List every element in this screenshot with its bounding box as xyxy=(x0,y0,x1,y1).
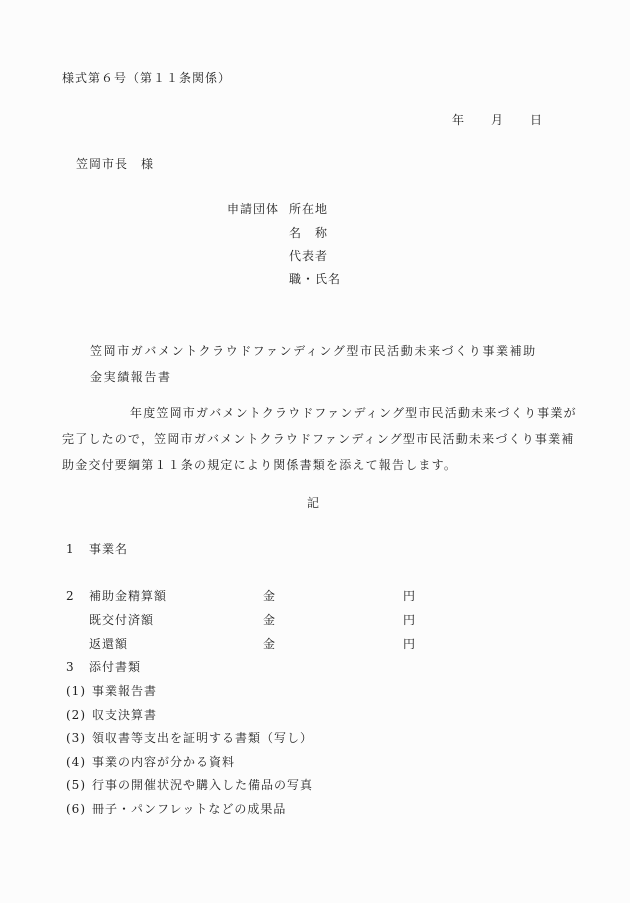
attachment-item-text: 冊子・パンフレットなどの成果品 xyxy=(92,802,287,816)
paid-amount-unit: 円 xyxy=(403,613,416,627)
applicant-representative-label: 代表者 xyxy=(289,249,329,263)
attachment-item xyxy=(66,685,157,697)
attachment-item-text: 収支決算書 xyxy=(92,708,158,722)
document-title xyxy=(90,338,560,390)
attachment-item xyxy=(66,732,313,744)
attachment-item-number: (2) xyxy=(66,708,86,722)
attachment-item xyxy=(66,803,286,815)
amount-row-paid xyxy=(0,614,630,630)
refund-amount-unit: 円 xyxy=(403,637,416,651)
body-line3: 助金交付要綱第１１条の規定により関係書類を添えて報告します。 xyxy=(62,458,458,472)
paid-amount-prefix: 金 xyxy=(263,613,276,627)
attachment-item xyxy=(66,779,313,791)
year-label: 年 xyxy=(452,113,465,127)
attachment-item-number: (1) xyxy=(66,684,86,698)
day-label: 日 xyxy=(530,113,543,127)
paid-amount-label: 既交付済額 xyxy=(89,613,155,627)
date-line xyxy=(452,114,572,130)
refund-amount-prefix: 金 xyxy=(263,637,276,651)
attachment-item-text: 領収書等支出を証明する書類（写し） xyxy=(92,731,314,745)
attachment-item-text: 行事の開催状況や購入した備品の写真 xyxy=(92,778,314,792)
addressee: 笠岡市長 様 xyxy=(76,157,155,171)
section1-label: 事業名 xyxy=(89,542,129,556)
amount-row-refund xyxy=(0,638,630,654)
settlement-amount-label: 補助金精算額 xyxy=(89,589,168,603)
attachment-item-number: (5) xyxy=(66,778,86,792)
form-number: 様式第６号（第１１条関係） xyxy=(62,71,232,85)
settlement-amount-unit: 円 xyxy=(403,589,416,603)
body-paragraph xyxy=(62,400,582,478)
month-label: 月 xyxy=(491,113,504,127)
attachment-item-text: 事業報告書 xyxy=(92,684,158,698)
amount-row-settlement xyxy=(0,590,630,606)
applicant-group-label: 申請団体 xyxy=(227,202,280,216)
document-title-line1: 笠岡市ガバメントクラウドファンディング型市民活動未来づくり事業補助 xyxy=(90,344,537,358)
body-line2: 完了したので，笠岡市ガバメントクラウドファンディング型市民活動未来づくり事業補 xyxy=(62,432,575,446)
ki-heading: 記 xyxy=(307,496,320,510)
applicant-name-label: 名 称 xyxy=(289,226,329,240)
attachment-item xyxy=(66,709,157,721)
attachment-item-number: (4) xyxy=(66,755,86,769)
attachment-item-number: (6) xyxy=(66,802,86,816)
attachment-item-number: (3) xyxy=(66,731,86,745)
section1-number: 1 xyxy=(66,542,74,556)
applicant-address-label: 所在地 xyxy=(289,202,329,216)
section2-number: 2 xyxy=(66,589,74,603)
document-title-line2: 金実績報告書 xyxy=(90,370,172,384)
applicant-position-name-label: 職・氏名 xyxy=(289,272,342,286)
section3-number: 3 xyxy=(66,660,74,674)
body-line1: 年度笠岡市ガバメントクラウドファンディング型市民活動未来づくり事業が xyxy=(130,406,577,420)
attachment-item xyxy=(66,756,235,768)
attachment-item-text: 事業の内容が分かる資料 xyxy=(92,755,236,769)
refund-amount-label: 返還額 xyxy=(89,637,129,651)
settlement-amount-prefix: 金 xyxy=(263,589,276,603)
section3-label: 添付書類 xyxy=(89,660,142,674)
